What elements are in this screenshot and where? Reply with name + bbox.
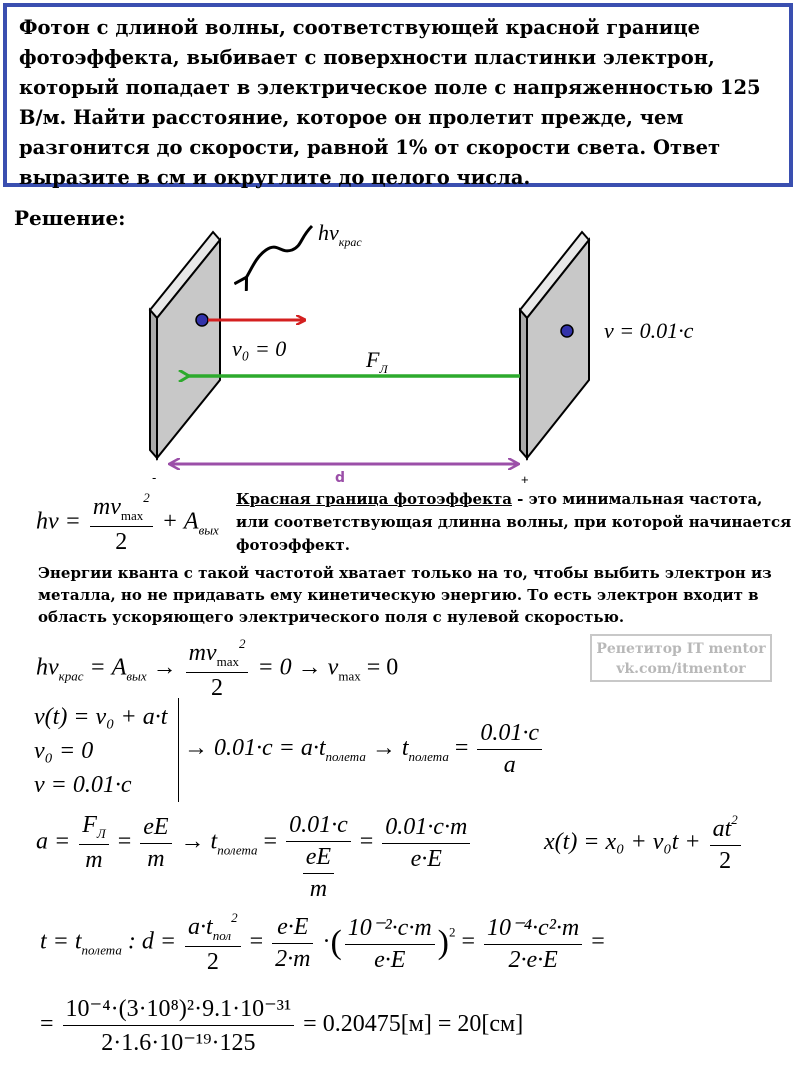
flight-time-equation: → $0.01\cdot c = a\cdot t_{полета} \to t_{полета}$ = $\frac{0.01\cdot c}{a}$ [184, 720, 545, 779]
photon-arrow [246, 226, 312, 278]
final-result: = 0.20475[м] = 20[см] [303, 1011, 524, 1038]
kinematics-system [34, 700, 167, 802]
v0-label: v₀ = 0 [232, 336, 287, 361]
plus-sign: + [521, 472, 529, 487]
vt-equation: v(t) = v₀ + a·t [34, 704, 168, 730]
distance-label: d [335, 470, 346, 486]
force-label: $F_Л$ [366, 347, 388, 376]
watermark: Репетитор IT mentor vk.com/itmentor [590, 634, 772, 682]
red-limit-definition [236, 488, 796, 557]
capacitor-diagram [0, 215, 806, 490]
einstein-equation: hν = $\frac{mv_{max}^2}{2}$ + $A_{вых}$ [36, 490, 219, 555]
photon-label: $h\nu_{крас}$ [318, 220, 362, 249]
problem-line: Фотон с длиной волны, соответствующей красной границе [19, 16, 701, 39]
electron-start [196, 314, 208, 326]
position-equation: x(t) = x₀ + v₀t + $\frac{at^2}{2}$ [544, 812, 744, 875]
solution-heading: Решение: [14, 206, 126, 230]
electron-end [561, 325, 573, 337]
problem-line: выразите в см и округлите до целого числа. [19, 166, 531, 189]
problem-line: разгонится до скорости, равной 1% от скорости света. Ответ [19, 136, 721, 159]
problem-line: фотоэффекта, выбивает с поверхности пластинки электрон, [19, 46, 715, 69]
definition-term: Красная граница фотоэффекта [236, 490, 512, 508]
problem-statement [3, 3, 793, 187]
distance-equation: $t = t_{полета}$ : d = $\frac{a\cdot t_{пол}^2}{2}$ = $\frac{e\cdot E}{2\cdot m}$ ·( $\frac{\text{10⁻²·c·m}}{e\cdot E}$ )$^2$ = $\frac{\text{10⁻⁴·c²·m}}{2\cdot e\cdot E}$ = [40, 910, 605, 975]
right-plate [520, 232, 589, 458]
problem-line: В/м. Найти расстояние, которое он пролетит прежде, чем [19, 106, 684, 129]
left-plate [150, 232, 220, 458]
final-answer-equation: = $\frac{\text{10⁻⁴·(3·10⁸)²·9.1·10⁻³¹}}{\text{2·1.6·10⁻¹⁹·125}}$ = 0.20475[м] = 20[см] [40, 996, 524, 1056]
energy-explanation: Энергии кванта с такой частотой хватает только на то, чтобы выбить электрон из металла, но не придавать ему кинетическую энергию. То есть электрон входит в область ускоряющего электрического поля с нулевой скоростью. [38, 564, 772, 626]
minus-sign: - [152, 470, 157, 485]
v-equation: v = 0.01·c [34, 772, 132, 798]
red-limit-equation: $h\nu_{крас} = A_{вых}$ → $\frac{mv_{max}^2}{2}$ = $0 \to v_{max} = 0$ [36, 636, 399, 701]
problem-line: который попадает в электрическое поле с напряженностью 125 [19, 76, 761, 99]
v-label: v = 0.01·c [604, 318, 694, 343]
system-bar [178, 698, 179, 802]
v0-equation: v₀ = 0 [34, 738, 94, 764]
definition-rest: - это минимальная частота, или соответствующая длинна волны, при которой начинается фотоэффект. [236, 490, 792, 554]
acceleration-equation: a = $\frac{F_Л}{m}$ = $\frac{eE}{m}$ → $t_{полета}$ = $\frac{0.01\cdot c}{\frac{eE}{m}}$ = $\frac{0.01\cdot c\cdot m}{e\cdot E}$ [36, 812, 473, 903]
